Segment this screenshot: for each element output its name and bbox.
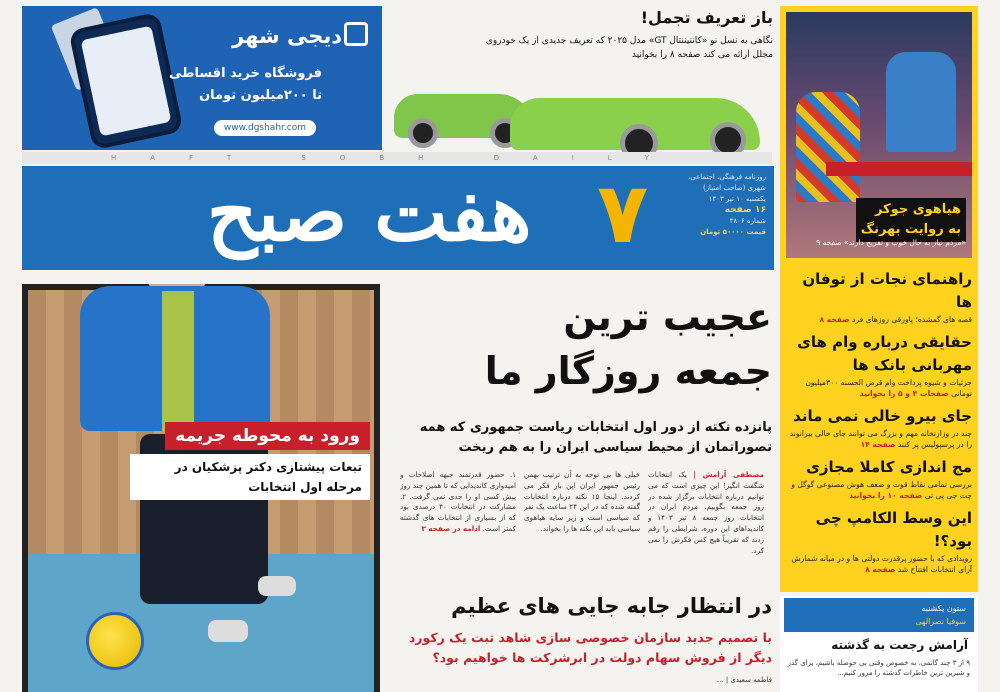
person-figure bbox=[796, 92, 860, 202]
masthead-info bbox=[666, 172, 766, 238]
stage-table bbox=[826, 162, 972, 176]
sidebar-item-page: صفحات ۴ و ۵ را بخوانید bbox=[859, 389, 949, 398]
issue-number: شماره ۴۸۰۶ bbox=[729, 217, 766, 225]
column-text: ۹ از ۳ چند گانمی، به خصوص وقتی بی حوصله باشیم، برای گذر و شیرین ترین خاطرات گذشته را مرور کنیم... bbox=[787, 659, 970, 677]
article-column bbox=[524, 470, 640, 578]
bottom-headline[interactable]: در انتظار جابه جایی های عظیم bbox=[451, 594, 772, 618]
newspaper-logo: هفت صبح bbox=[207, 168, 532, 259]
sidebar-item[interactable] bbox=[786, 456, 972, 501]
car-teaser[interactable] bbox=[390, 6, 775, 156]
joker-photo[interactable] bbox=[786, 12, 972, 258]
sidebar-item-page: صفحه ۱۴ bbox=[860, 440, 896, 449]
bottom-subheadline bbox=[402, 628, 772, 668]
sidebar-item-text: بررسی تمامی نقاط قوت و ضعف هوش مصنوعی گوگل و چت جی پی تی bbox=[791, 480, 972, 500]
brand-logo-icon bbox=[344, 22, 368, 46]
column-headline: آرامش رجعت به گذشته bbox=[831, 638, 968, 652]
page-count: ۱۶ صفحه bbox=[724, 205, 766, 215]
column-author: سوفیا نصرالهی bbox=[915, 617, 966, 626]
price: قیمت ۵۰۰۰۰ تومان bbox=[700, 228, 766, 236]
photo-story[interactable] bbox=[22, 284, 380, 692]
sunday-column[interactable] bbox=[780, 596, 978, 692]
sidebar-item-text: قصه های گمشده؛ پاورقی روزهای فرد bbox=[852, 315, 972, 324]
sidebar-item[interactable] bbox=[786, 405, 972, 450]
sidebar-item-desc bbox=[786, 479, 972, 501]
bottom-sub-line: دیگر از فروش سهام دولت در ابرشرکت ها خواهیم بود؟ bbox=[432, 650, 772, 665]
column-tag bbox=[784, 598, 974, 632]
phone-graphic bbox=[68, 12, 183, 150]
sidebar-item-desc bbox=[786, 428, 972, 450]
sidebar-items bbox=[786, 268, 972, 581]
sidebar-item-headline: این وسط الکامپ چی بود؟! bbox=[815, 509, 972, 550]
ad-line-1: فروشگاه خرید اقساطی bbox=[169, 66, 322, 81]
main-headline-line: عجیب ترین bbox=[563, 295, 772, 339]
sidebar-item-text: رویدادی که با حضور پرقدرت دولتی ها و در میانه شمارش آرای انتخابات افتتاح شد bbox=[791, 554, 972, 574]
main-headline[interactable] bbox=[412, 290, 772, 398]
person-figure bbox=[886, 52, 956, 152]
photo-headline: ورود به محوطه جریمه bbox=[165, 422, 370, 450]
byline: مصطفی آرامش | bbox=[693, 470, 764, 479]
football-icon bbox=[86, 612, 144, 670]
car-image-2 bbox=[510, 98, 760, 150]
shoe bbox=[208, 620, 248, 642]
car-teaser-desc: نگاهی به نسل نو «کانتیننتال GT» مدل ۲۰۲۵ که تعریف جدیدی از یک خودروی مجلل ارائه می کند صفحه ۸ را بخوانید bbox=[485, 36, 773, 60]
sidebar-item-headline: راهنمای نجات از توفان ها bbox=[802, 270, 972, 311]
bottom-sub-line: با تصمیم جدید سازمان خصوصی سازی شاهد ثبت یک رکورد bbox=[408, 630, 772, 645]
sidebar-item-desc bbox=[786, 553, 972, 575]
shoe bbox=[258, 576, 296, 596]
ad-brand: دیجی شهر bbox=[232, 24, 342, 48]
sidebar-item-text: چند در وزارتخانه مهم و بزرگ می توانند جای خالی بیرانوند را در پرسپولیس پر کنند bbox=[789, 429, 972, 449]
sidebar-item-headline: جای بیرو خالی نمی ماند bbox=[793, 407, 972, 425]
sidebar-item-desc bbox=[786, 377, 972, 399]
ad-banner[interactable] bbox=[22, 6, 382, 150]
info-line: شهری (صاحب امتیاز) bbox=[702, 184, 766, 192]
sidebar-item-headline: مج اندازی کاملا مجازی bbox=[806, 458, 972, 476]
main-headline-line: جمعه روزگار ما bbox=[484, 349, 772, 393]
sidebar-item[interactable] bbox=[786, 507, 972, 575]
photo-subheadline: تبعات پیشتازی دکتر پزشکیان در مرحله اول انتخابات bbox=[130, 454, 370, 500]
masthead bbox=[22, 166, 774, 270]
column-text: یک انتخابات شگفت انگیز! این چیزی است که می توانیم درباره انتخابات برگزار شده در روز جمعه بگوییم. مردم ایران در انتخابات روز جمعه ۸ تیر ۱۴۰۳ و کاندیداهای این دوره، شرایطی را رقم زدند که تقریباً هیچ کس فکرش را نمی کرد. bbox=[648, 470, 764, 555]
continue-link[interactable]: ادامه در صفحه ۳ bbox=[421, 523, 481, 533]
joker-title-line: به روایت بهرنگ bbox=[860, 222, 961, 237]
sidebar-item-desc bbox=[786, 314, 972, 325]
joker-title-line: هیاهوی جوکر bbox=[875, 202, 961, 217]
sidebar-item-text: جزئیات و شیوه پرداخت وام قرض الحسنه ۳۰۰میلیون تومانی bbox=[805, 378, 972, 398]
car-teaser-headline: باز تعریف تجمل! bbox=[640, 8, 773, 27]
article-column bbox=[400, 470, 516, 578]
joker-title bbox=[856, 198, 966, 242]
column-text: خیلی ها بی توجه به آن ترتیب بهمن رئیس جمهور ایران این بار فکر می کردند. اینجا ۱۵ نکته درباره انتخابات گفته شده که در این ۲۴ ساعت یک نفر که سیاسی است و زیر سایه هیاهوی سیاسی باید این نکته ها را بخواند. bbox=[524, 470, 640, 533]
bottom-byline: فاطمه سعیدی | ... bbox=[716, 676, 772, 684]
main-subheadline: پانزده نکته از دور اول انتخابات ریاست جمهوری که همه تصوراتمان از محیط سیاسی ایران را به هم ریخت bbox=[419, 420, 772, 455]
sidebar-item-page: صفحه ۸ bbox=[819, 315, 850, 324]
info-line: روزنامه فرهنگی، اجتماعی، bbox=[688, 173, 766, 181]
player-shirt bbox=[80, 286, 270, 431]
issue-date: یکشنبه ۱۰ تیر ۱۴۰۳ bbox=[708, 195, 766, 203]
masthead-strip: HAFT SOBH DAILY bbox=[22, 152, 772, 164]
ad-line-2: تا ۲۰۰میلیون تومان bbox=[199, 88, 322, 103]
right-sidebar bbox=[780, 6, 978, 592]
sidebar-item[interactable] bbox=[786, 331, 972, 399]
column-label: ستون یکشنبه bbox=[921, 604, 966, 613]
column-text: ۱. حضور قدرتمند جبهه اصلاحات و امیدواری کاندیدایی که تا همین چند روز پیش کسی او را جدی نمی گرفت. ۲. مشارکت در انتخابات ۴۰ درصدی بود که از بسیاری از انتخابات های گذشته کمتر است. bbox=[400, 470, 516, 533]
logo-number: ۷ bbox=[597, 164, 649, 262]
sidebar-item-page: صفحه ۸ bbox=[865, 565, 896, 574]
sidebar-item-headline: حقایقی درباره وام های مهربانی بانک ها bbox=[797, 333, 972, 374]
joker-desc: «مردم نیاز به حال خوب و تفریح دارند» صفحه ۹ bbox=[816, 238, 966, 247]
ad-url[interactable]: www.dgshahr.com bbox=[214, 120, 316, 136]
article-column bbox=[648, 470, 764, 578]
sidebar-item[interactable] bbox=[786, 268, 972, 325]
sidebar-item-page: صفحه ۱۰ را بخوانید bbox=[849, 491, 923, 500]
